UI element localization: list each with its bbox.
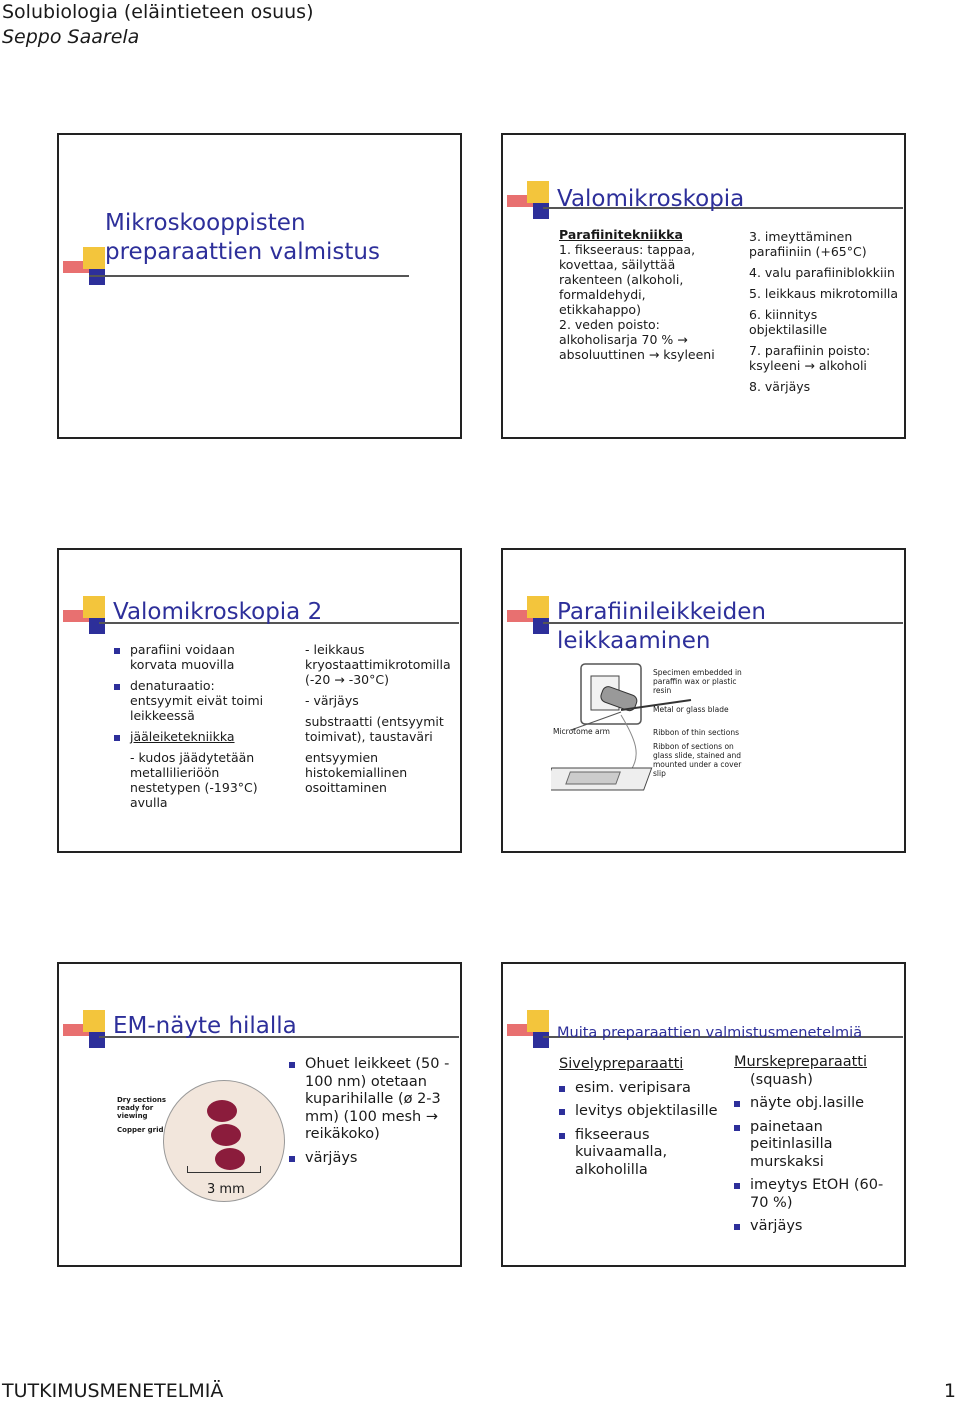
slide-3-note: - kudos jäädytetään metallilieriöön nestetypen (-193°C) avulla [130, 750, 258, 810]
slide-3-bullet: denaturaatio: entsyymit eivät toimi leikkeessä [114, 678, 279, 723]
slide-3-right-column [305, 642, 455, 795]
slide-2-step: 1. fikseeraus: tappaa, kovettaa, säilyttää rakenteen (alkoholi, formaldehydi, etikkahappo) [559, 242, 696, 317]
label-blade: Metal or glass blade [653, 705, 729, 714]
slide-4-title: Parafiinileikkeiden leikkaaminen [557, 599, 766, 654]
slide-2-step: 8. värjäys [749, 379, 811, 394]
slide-6-bullet: värjäys [734, 1218, 899, 1236]
slide-2-step: 2. veden poisto: alkoholisarja 70 % → absoluuttinen → ksyleeni [559, 317, 715, 362]
slide-6-title: Muita preparaattien valmistusmenetelmiä [557, 1025, 863, 1041]
slide-1-title: Mikroskooppisten preparaattien valmistus [105, 210, 380, 265]
label-ribbon: Ribbon of thin sections [653, 728, 739, 737]
slide-decoration [507, 596, 557, 636]
section-blob [211, 1124, 241, 1146]
slide-3-line: entsyymien histokemiallinen osoittaminen [305, 750, 408, 795]
slide-3 [57, 548, 462, 853]
slide-6-bullet: esim. veripisara [559, 1080, 719, 1098]
slide-2-step: 6. kiinnitys objektilasille [749, 307, 828, 337]
slide-5-bullet: Ohuet leikkeet (50 - 100 nm) otetaan kuparihilalle (ø 2-3 mm) (100 mesh → reikäkoko) [289, 1056, 454, 1144]
slide-6-right-column [734, 1054, 899, 1236]
slide-3-bullet: parafiini voidaan korvata muovilla [114, 642, 279, 672]
slide-6-bullet: näyte obj.lasille [734, 1095, 899, 1113]
slide-2-step: 7. parafiinin poisto: ksyleeni → alkoholi [749, 343, 871, 373]
slide-5-bullet: värjäys [289, 1150, 454, 1168]
label-sections: Ribbon of sections on glass slide, stained and mounted under a cover slip [653, 742, 742, 778]
page-number: 1 [943, 1380, 956, 1402]
footer-title: TUTKIMUSMENETELMIÄ [2, 1380, 224, 1402]
slide-2-title: Valomikroskopia [557, 186, 745, 212]
slide-3-title: Valomikroskopia 2 [113, 599, 323, 625]
slide-4 [501, 548, 906, 853]
slide-6-bullet: painetaan peitinlasilla murskaksi [734, 1119, 899, 1172]
slide-6 [501, 962, 906, 1267]
document-header [2, 0, 314, 50]
course-title: Solubiologia (eläintieteen osuus) [2, 1, 314, 23]
slide-6-bullet: fikseeraus kuivaamalla, alkoholilla [559, 1127, 719, 1180]
slide-decoration [507, 181, 557, 221]
slide-6-bullet: imeytys EtOH (60-70 %) [734, 1177, 899, 1212]
slide-decoration [63, 596, 113, 636]
slide-3-line: substraatti (entsyymit toimivat), taustaväri [305, 714, 444, 744]
scale-label: 3 mm [207, 1182, 245, 1197]
microtome-labels [653, 668, 753, 778]
slide-decoration [507, 1010, 557, 1050]
slide-2-right-column [749, 229, 899, 394]
slide-2-left-column [559, 227, 724, 362]
slide-2-step: 4. valu parafiiniblokkiin [749, 265, 895, 280]
slide-1 [57, 133, 462, 439]
slide-decoration [63, 1010, 113, 1050]
figure-label: Dry sections ready for viewing [117, 1096, 167, 1120]
slide-5 [57, 962, 462, 1267]
slide-6-left-heading: Sivelypreparaatti [559, 1056, 684, 1072]
slide-2-step: 3. imeyttäminen parafiiniin (+65°C) [749, 229, 867, 259]
scale-bar [187, 1166, 261, 1173]
figure-label: Copper grid [117, 1126, 164, 1134]
slide-5-title: EM-näyte hilalla [113, 1013, 297, 1039]
author-name: Seppo Saarela [2, 26, 140, 48]
slide-6-right-subheading: (squash) [750, 1071, 813, 1088]
section-blob [207, 1100, 237, 1122]
slide-5-bullets [289, 1056, 454, 1167]
label-specimen: Specimen embedded in paraffin wax or plastic resin [653, 668, 742, 695]
slide-3-line: - leikkaus kryostaattimikrotomilla (-20 → -30°C) [305, 642, 451, 687]
slide-6-bullet: levitys objektilasille [559, 1103, 719, 1121]
slide-2-subtitle: Parafiinitekniikka [559, 227, 683, 242]
slide-6-right-heading: Murskepreparaatti [734, 1054, 868, 1070]
slide-3-line: - värjäys [305, 693, 359, 708]
slide-6-left-column [559, 1056, 719, 1179]
slide-3-bullet: jääleiketekniikka [114, 729, 279, 744]
slide-2 [501, 133, 906, 439]
label-arm: Microtome arm [553, 727, 610, 736]
slide-2-step: 5. leikkaus mikrotomilla [749, 286, 899, 301]
slide-3-left-column [114, 642, 279, 810]
